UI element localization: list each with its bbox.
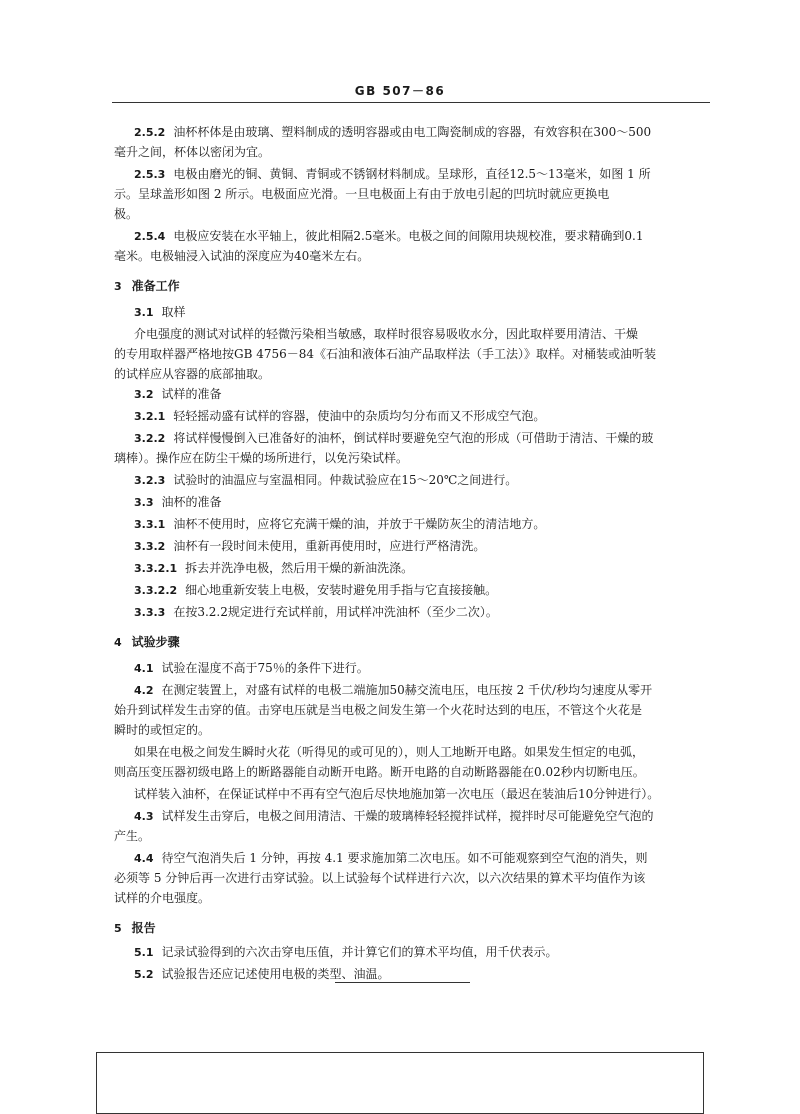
header-rule	[112, 102, 710, 103]
clause-number: 3.3.2.1	[134, 562, 178, 575]
clause-title: 油杯的准备	[161, 495, 222, 509]
section-number: 5	[114, 922, 122, 935]
section-title: 试验步骤	[131, 635, 180, 649]
clause-text: 将试样慢慢倒入已准备好的油杯，倒试样时要避免空气泡的形成（可借助于清洁、干燥的玻	[173, 431, 654, 445]
clause-text-cont: 始升到试样发生击穿的值。击穿电压就是当电极之间发生第一个火花时达到的电压，不管这个火花是	[114, 703, 643, 717]
clause-text-cont: 产生。	[114, 829, 151, 843]
clause-number: 3.1	[134, 306, 154, 319]
clause-number: 4.1	[134, 662, 154, 675]
page-header: GB 507－86	[354, 84, 446, 98]
clause-3-2-1	[134, 408, 545, 425]
section-3-heading	[114, 278, 180, 295]
clause-text: 试验在湿度不高于75％的条件下进行。	[161, 661, 369, 675]
clause-text: 油杯不使用时，应将它充满干燥的油，并放于干燥防灰尘的清洁地方。	[173, 517, 546, 531]
clause-3-3-2-1	[134, 560, 413, 577]
clause-2-5-3	[134, 166, 651, 183]
clause-text: 细心地重新安装上电极，安装时避免用手指与它直接接触。	[185, 583, 498, 597]
paragraph-line: 则高压变压器初级电路上的断路器能自动断开电路。断开电路的自动断路器能在0.02秒内切断电压。	[114, 765, 645, 779]
clause-4-4	[134, 850, 647, 867]
clause-number: 4.2	[134, 684, 154, 697]
clause-number: 5.1	[134, 946, 154, 959]
section-number: 3	[114, 280, 122, 293]
clause-text-cont: 璃棒）。操作应在防尘干燥的场所进行，以免污染试样。	[114, 451, 409, 465]
clause-2-5-2	[134, 124, 651, 141]
paragraph-line: 如果在电极之间发生瞬时火花（听得见的或可见的），则人工地断开电路。如果发生恒定的电弧，	[134, 745, 645, 759]
clause-number: 3.3.1	[134, 518, 166, 531]
section-5-heading	[114, 920, 156, 937]
clause-text-cont: 瞬时的或恒定的。	[114, 723, 211, 737]
clause-text: 拆去并洗净电极，然后用干燥的新油洗涤。	[185, 561, 414, 575]
clause-text: 记录试验得到的六次击穿电压值，并计算它们的算术平均值，用千伏表示。	[161, 945, 558, 959]
clause-text: 试验时的油温应与室温相同。仲裁试验应在15～20℃之间进行。	[173, 473, 518, 487]
clause-3-3-1	[134, 516, 545, 533]
clause-text: 电极由磨光的铜、黄铜、青铜或不锈钢材料制成。呈球形，直径12.5～13毫米，如图 1 所	[173, 167, 651, 181]
section-number: 4	[114, 636, 122, 649]
clause-text-cont: 毫升之间，杯体以密闭为宜。	[114, 145, 271, 159]
clause-number: 4.4	[134, 852, 154, 865]
clause-number: 3.2.2	[134, 432, 166, 445]
end-of-text-rule	[335, 982, 470, 983]
clause-3-2-heading	[134, 386, 222, 403]
clause-title: 取样	[161, 305, 186, 319]
clause-text-cont: 示。呈球盖形如图 2 所示。电极面应光滑。一旦电极面上有由于放电引起的凹坑时就应更换电	[114, 187, 610, 201]
clause-number: 5.2	[134, 968, 154, 981]
section-title: 报告	[131, 921, 156, 935]
clause-5-1	[134, 944, 558, 961]
clause-text: 油杯杯体是由玻璃、塑料制成的透明容器或由电工陶瓷制成的容器，有效容积在300～500	[173, 125, 652, 139]
clause-2-5-4	[134, 228, 644, 245]
paragraph-line: 介电强度的测试对试样的轻微污染相当敏感，取样时很容易吸收水分，因此取样要用清洁、干燥	[134, 327, 639, 341]
clause-number: 3.3	[134, 496, 154, 509]
clause-text: 电极应安装在水平轴上，彼此相隔2.5毫米。电极之间的间隙用块规校准，要求精确到0.1	[173, 229, 644, 243]
clause-text: 在测定装置上，对盛有试样的电极二端施加50赫交流电压，电压按 2 千伏/秒均匀速度从零开	[161, 683, 653, 697]
clause-number: 3.2	[134, 388, 154, 401]
section-title: 准备工作	[131, 279, 180, 293]
clause-text-cont: 必须等 5 分钟后再一次进行击穿试验。以上试验每个试样进行六次，以六次结果的算术平均值作为该	[114, 871, 646, 885]
clause-5-2	[134, 966, 390, 983]
clause-4-1	[134, 660, 369, 677]
paragraph-line: 的专用取样器严格地按GB 4756－84《石油和液体石油产品取样法（手工法）》取样。对桶装或油听装	[114, 347, 657, 361]
clause-number: 3.3.2.2	[134, 584, 178, 597]
clause-number: 3.2.1	[134, 410, 166, 423]
clause-number: 2.5.2	[134, 126, 166, 139]
clause-text: 轻轻摇动盛有试样的容器，使油中的杂质均匀分布而又不形成空气泡。	[173, 409, 546, 423]
clause-3-3-2-2	[134, 582, 497, 599]
clause-text-cont: 极。	[114, 207, 139, 221]
clause-text-cont: 试样的介电强度。	[114, 891, 211, 905]
clause-3-2-2	[134, 430, 653, 447]
clause-text-cont: 毫米。电极轴浸入试油的深度应为40毫米左右。	[114, 249, 370, 263]
clause-number: 4.3	[134, 810, 154, 823]
paragraph-line: 试样装入油杯，在保证试样中不再有空气泡后尽快地施加第一次电压（最迟在装油后10分钟进行）。	[134, 787, 660, 801]
paragraph-line: 的试样应从容器的底部抽取。	[114, 367, 271, 381]
clause-4-2	[134, 682, 652, 699]
clause-4-3	[134, 808, 654, 825]
clause-number: 3.3.3	[134, 606, 166, 619]
bottom-frame	[96, 1052, 704, 1114]
clause-3-3-heading	[134, 494, 222, 511]
clause-number: 3.3.2	[134, 540, 166, 553]
clause-3-3-3	[134, 604, 498, 621]
clause-title: 试样的准备	[161, 387, 222, 401]
clause-text: 在按3.2.2规定进行充试样前，用试样冲洗油杯（至少二次）。	[173, 605, 498, 619]
clause-text: 待空气泡消失后 1 分钟，再按 4.1 要求施加第二次电压。如不可能观察到空气泡的消失，则	[161, 851, 648, 865]
clause-text: 试样发生击穿后，电极之间用清洁、干燥的玻璃棒轻轻搅拌试样，搅拌时尽可能避免空气泡的	[161, 809, 654, 823]
clause-3-2-3	[134, 472, 517, 489]
clause-3-3-2	[134, 538, 485, 555]
clause-text: 油杯有一段时间未使用，重新再使用时，应进行严格清洗。	[173, 539, 486, 553]
clause-number: 2.5.4	[134, 230, 166, 243]
section-4-heading	[114, 634, 180, 651]
clause-number: 3.2.3	[134, 474, 166, 487]
clause-text: 试验报告还应记述使用电极的类型、油温。	[161, 967, 390, 981]
clause-number: 2.5.3	[134, 168, 166, 181]
clause-3-1-heading	[134, 304, 186, 321]
